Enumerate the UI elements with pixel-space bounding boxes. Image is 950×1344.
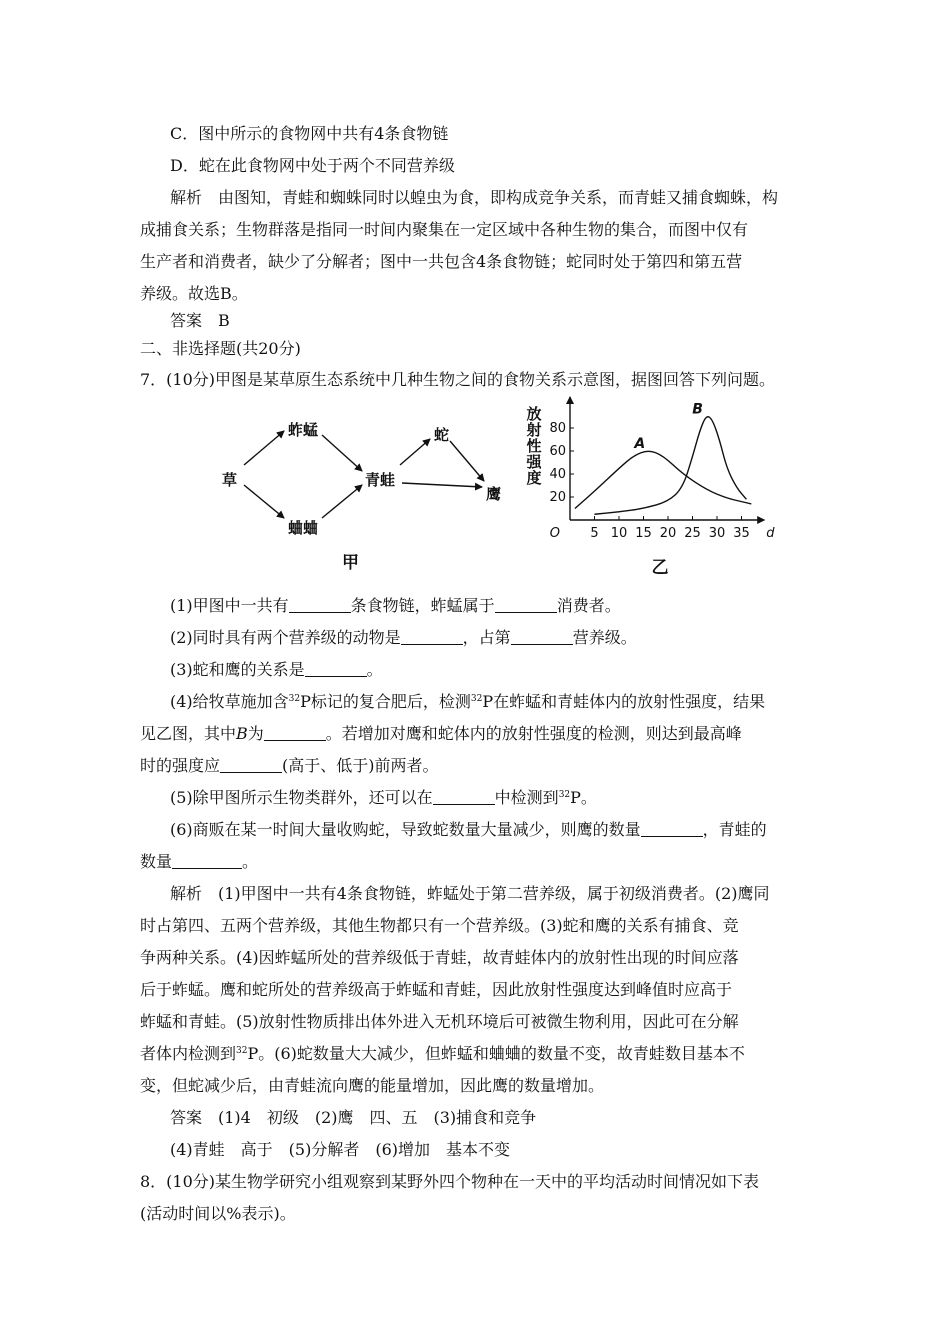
- arrow-grass-cricket: [244, 485, 284, 518]
- blank-6a[interactable]: [641, 821, 703, 837]
- y-axis-label-char: 度: [526, 468, 542, 487]
- node-grasshopper: 蚱蜢: [288, 421, 319, 439]
- y-tick-label: 60: [549, 444, 566, 459]
- arrow-frog-snake: [400, 439, 430, 465]
- radioactivity-chart: [520, 390, 775, 580]
- q7-answer-line-1: 答案 (1)4 初级 (2)鹰 四、五 (3)捕食和竞争: [170, 1108, 537, 1127]
- node-grass: 草: [222, 471, 238, 489]
- x-tick-label: 30: [708, 526, 726, 541]
- node-snake: 蛇: [434, 426, 450, 444]
- chart-caption: 乙: [651, 558, 669, 578]
- x-tick-label: 20: [659, 526, 677, 541]
- x-tick-label: 15: [635, 526, 652, 541]
- option-d: D．蛇在此食物网中处于两个不同营养级: [170, 156, 455, 175]
- blank-4b[interactable]: [220, 757, 282, 773]
- q8-stem-line-1: 8．(10分)某生物学研究小组观察到某野外四个物种在一天中的平均活动时间情况如下表: [140, 1172, 760, 1191]
- y-tick-label: 80: [549, 421, 566, 436]
- q7-part-5: (5)除甲图所示生物类群外，还可以在 中检测到$^{32}$P。: [170, 788, 597, 807]
- q7-part-4-line-2: 见乙图，其中B为 。若增加对鹰和蛇体内的放射性强度的检测，则达到最高峰: [140, 724, 742, 743]
- q7-analysis-line-1: 解析 (1)甲图中一共有4条食物链，蚱蜢处于第二营养级，属于初级消费者。(2)鹰同: [170, 884, 770, 903]
- y-tick-label: 40: [549, 467, 566, 482]
- blank-3[interactable]: [305, 661, 367, 677]
- q7-part-4-line-3: 时的强度应 (高于、低于)前两者。: [140, 756, 439, 775]
- y-axis-label-char: 射: [526, 420, 542, 439]
- q8-stem-line-2: (活动时间以%表示)。: [140, 1204, 296, 1223]
- q6-analysis-line-4: 养级。故选B。: [140, 284, 248, 303]
- y-axis-label-char: 强: [526, 452, 542, 471]
- series-line-B: [595, 417, 747, 514]
- series-label-A: A: [634, 435, 646, 452]
- option-c: C．图中所示的食物网中共有4条食物链: [170, 124, 449, 143]
- q7-stem: 7．(10分)甲图是某草原生态系统中几种生物之间的食物关系示意图，据图回答下列问题。: [140, 370, 776, 389]
- section-title: 二、非选择题(共20分): [140, 339, 301, 358]
- q6-analysis-line-1: 解析 由图知，青蛙和蜘蛛同时以蝗虫为食，即构成竞争关系，而青蛙又捕食蜘蛛，构: [170, 188, 779, 207]
- y-axis-label-char: 放: [526, 404, 542, 423]
- arrow-grasshopper-frog: [322, 435, 362, 471]
- q7-part-6-line-1: (6)商贩在某一时间大量收购蛇，导致蛇数量大量减少，则鹰的数量 ，青蛙的: [170, 820, 767, 839]
- blank-4a[interactable]: [264, 725, 326, 741]
- origin-label: O: [549, 526, 560, 541]
- blank-1a[interactable]: [289, 597, 351, 613]
- food-web-caption: 甲: [342, 553, 359, 573]
- q7-analysis-line-2: 时占第四、五两个营养级，其他生物都只有一个营养级。(3)蛇和鹰的关系有捕食、竞: [140, 916, 739, 935]
- blank-5[interactable]: [433, 789, 495, 805]
- q7-part-2: (2)同时具有两个营养级的动物是 ，占第 营养级。: [170, 628, 637, 647]
- q6-answer: 答案 B: [170, 311, 230, 330]
- q7-part-4-line-1: (4)给牧草施加含$^{32}$P标记的复合肥后，检测$^{32}$P在蚱蜢和青蛙体内的放射性强度，结果: [170, 692, 766, 711]
- x-axis-label: d: [766, 526, 775, 541]
- q7-analysis-line-5: 蚱蜢和青蛙。(5)放射性物质排出体外进入无机环境后可被微生物利用，因此可在分解: [140, 1012, 739, 1031]
- y-axis-label-char: 性: [526, 436, 542, 455]
- arrow-grass-grasshopper: [244, 431, 284, 465]
- q7-part-6-line-2: 数量 。: [140, 852, 259, 871]
- food-web-diagram: [210, 405, 520, 585]
- q7-analysis-line-4: 后于蚱蜢。鹰和蛇所处的营养级高于蚱蜢和青蛙，因此放射性强度达到峰值时应高于: [140, 980, 733, 999]
- node-eagle: 鹰: [486, 485, 502, 503]
- q7-analysis-line-3: 争两种关系。(4)因蚱蜢所处的营养级低于青蛙，故青蛙体内的放射性出现的时间应落: [140, 948, 739, 967]
- x-tick-label: 35: [733, 526, 750, 541]
- x-tick-label: 10: [610, 526, 628, 541]
- q7-part-1: (1)甲图中一共有 条食物链，蚱蜢属于 消费者。: [170, 596, 621, 615]
- node-cricket: 蛐蛐: [288, 519, 319, 537]
- arrow-frog-eagle: [402, 483, 482, 487]
- x-tick-label: 5: [590, 526, 599, 541]
- q7-part-3: (3)蛇和鹰的关系是 。: [170, 660, 383, 679]
- q7-analysis-line-7: 变，但蛇减少后，由青蛙流向鹰的能量增加，因此鹰的数量增加。: [140, 1076, 605, 1095]
- y-tick-label: 20: [549, 490, 566, 505]
- blank-1b[interactable]: [495, 597, 557, 613]
- blank-2a[interactable]: [401, 629, 463, 645]
- arrow-cricket-frog: [322, 485, 362, 518]
- series-label-B: B: [692, 401, 703, 418]
- q7-analysis-line-6: 者体内检测到$^{32}$P。(6)蛇数量大大减少，但蚱蜢和蛐蛐的数量不变，故青蛙数目基本不: [140, 1044, 745, 1063]
- node-frog: 青蛙: [365, 471, 396, 489]
- blank-6b[interactable]: [172, 853, 242, 869]
- x-tick-label: 25: [684, 526, 701, 541]
- arrow-snake-eagle: [450, 441, 484, 481]
- q6-analysis-line-2: 成捕食关系；生物群落是指同一时间内聚集在一定区域中各种生物的集合，而图中仅有: [140, 220, 749, 239]
- blank-2b[interactable]: [511, 629, 573, 645]
- q6-analysis-line-3: 生产者和消费者，缺少了分解者；图中一共包含4条食物链；蛇同时处于第四和第五营: [140, 252, 743, 271]
- q7-answer-line-2: (4)青蛙 高于 (5)分解者 (6)增加 基本不变: [170, 1140, 510, 1159]
